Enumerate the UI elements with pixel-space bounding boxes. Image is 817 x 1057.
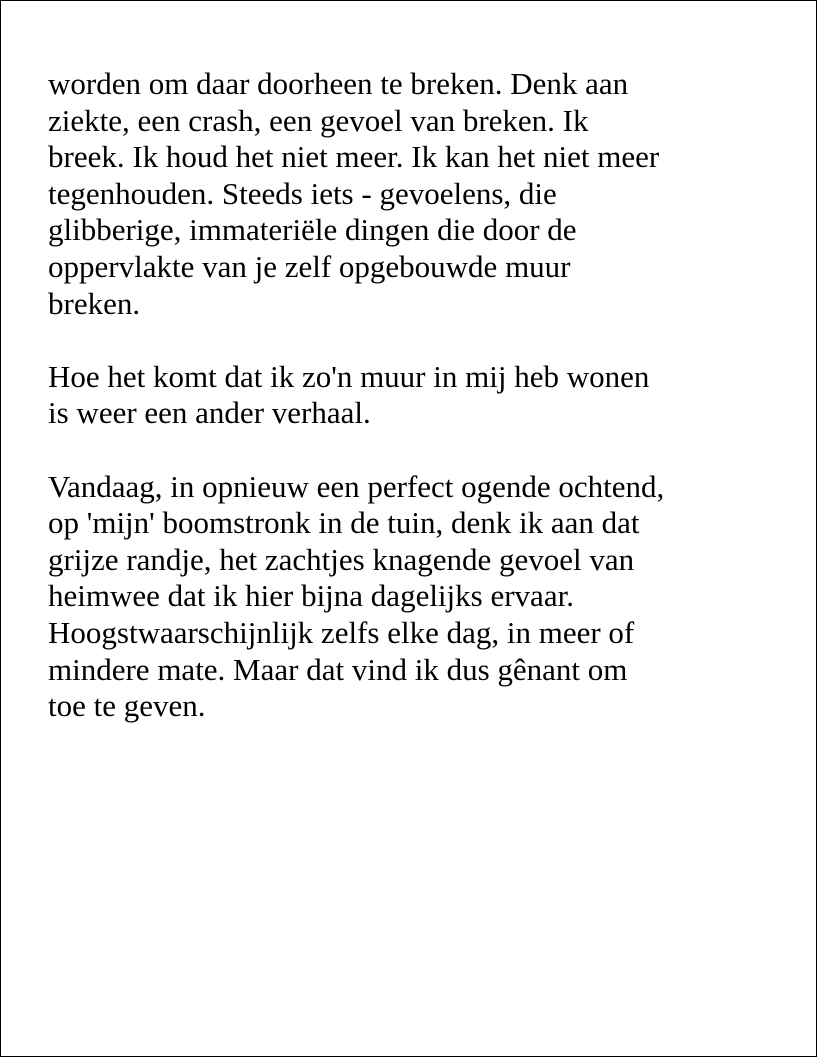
text-line: breek. Ik houd het niet meer. Ik kan het niet meer xyxy=(48,139,660,175)
text-line: op 'mijn' boomstronk in de tuin, denk ik aan dat xyxy=(48,505,640,541)
text-line: mindere mate. Maar dat vind ik dus gênant om xyxy=(48,651,628,687)
text-line: Hoogstwaarschijnlijk zelfs elke dag, in meer of xyxy=(48,614,635,650)
text-line: is weer een ander verhaal. xyxy=(48,395,371,431)
text-line: glibberige, immateriële dingen die door de xyxy=(48,212,577,248)
text-line: heimwee dat ik hier bijna dagelijks ervaar. xyxy=(48,578,574,614)
text-line: worden om daar doorheen te breken. Denk aan xyxy=(48,66,629,101)
paragraph-1 xyxy=(48,66,788,322)
paragraph-2 xyxy=(48,359,788,432)
text-line: ziekte, een crash, een gevoel van breken. Ik xyxy=(48,102,589,138)
text-line: tegenhouden. Steeds iets - gevoelens, die xyxy=(48,175,557,211)
paragraph-3 xyxy=(48,469,788,725)
text-line: Hoe het komt dat ik zo'n muur in mij heb wonen xyxy=(48,358,650,394)
body-text xyxy=(48,66,788,761)
text-line: breken. xyxy=(48,285,141,321)
text-line: oppervlakte van je zelf opgebouwde muur xyxy=(48,248,571,284)
text-line: grijze randje, het zachtjes knagende gevoel van xyxy=(48,541,635,577)
text-line: toe te geven. xyxy=(48,688,206,724)
text-line: Vandaag, in opnieuw een perfect ogende ochtend, xyxy=(48,468,665,504)
